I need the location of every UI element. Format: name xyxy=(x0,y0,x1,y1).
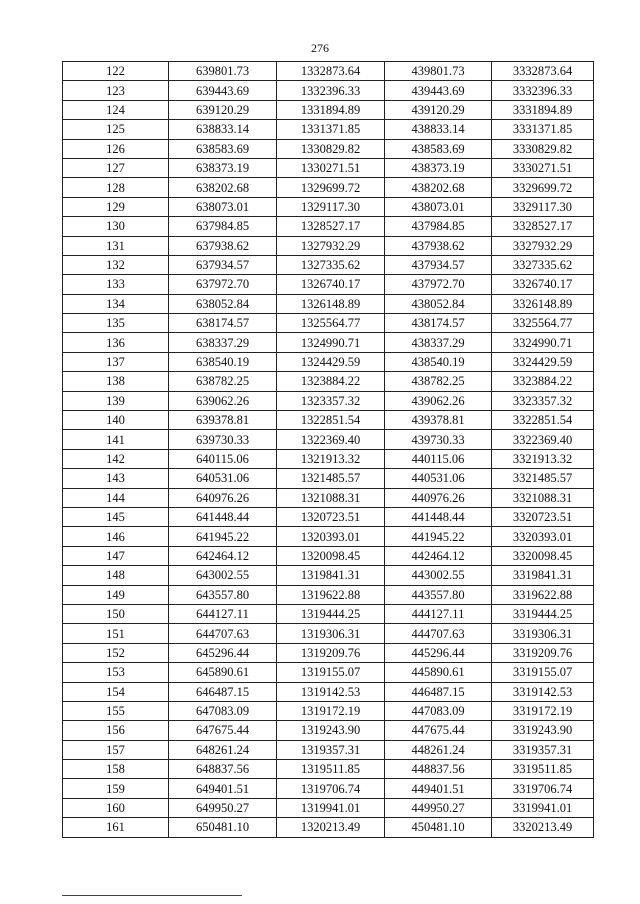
point-number-cell: 122 xyxy=(63,62,169,81)
point-number-cell: 146 xyxy=(63,527,169,546)
coordinates-table xyxy=(62,61,594,838)
table-row xyxy=(63,585,594,604)
point-number-cell: 144 xyxy=(63,488,169,507)
x-coordinate-alt-cell: 438540.19 xyxy=(385,352,492,371)
point-number-cell: 138 xyxy=(63,372,169,391)
x-coordinate-cell: 638174.57 xyxy=(169,314,277,333)
y-coordinate-cell: 1329117.30 xyxy=(277,197,385,216)
x-coordinate-alt-cell: 439443.69 xyxy=(385,81,492,100)
point-number-cell: 148 xyxy=(63,566,169,585)
point-number-cell: 142 xyxy=(63,449,169,468)
table-row xyxy=(63,411,594,430)
table-row xyxy=(63,120,594,139)
point-number-cell: 154 xyxy=(63,682,169,701)
y-coordinate-alt-cell: 3319243.90 xyxy=(492,721,594,740)
y-coordinate-cell: 1326740.17 xyxy=(277,275,385,294)
x-coordinate-alt-cell: 437972.70 xyxy=(385,275,492,294)
x-coordinate-alt-cell: 442464.12 xyxy=(385,546,492,565)
x-coordinate-alt-cell: 439378.81 xyxy=(385,411,492,430)
x-coordinate-alt-cell: 438073.01 xyxy=(385,197,492,216)
y-coordinate-cell: 1320213.49 xyxy=(277,818,385,837)
y-coordinate-alt-cell: 3326148.89 xyxy=(492,294,594,313)
table-row xyxy=(63,314,594,333)
y-coordinate-cell: 1324429.59 xyxy=(277,352,385,371)
x-coordinate-alt-cell: 437934.57 xyxy=(385,255,492,274)
x-coordinate-alt-cell: 441945.22 xyxy=(385,527,492,546)
point-number-cell: 149 xyxy=(63,585,169,604)
x-coordinate-cell: 643557.80 xyxy=(169,585,277,604)
y-coordinate-alt-cell: 3331371.85 xyxy=(492,120,594,139)
x-coordinate-cell: 649950.27 xyxy=(169,798,277,817)
x-coordinate-alt-cell: 440115.06 xyxy=(385,449,492,468)
y-coordinate-cell: 1331371.85 xyxy=(277,120,385,139)
x-coordinate-cell: 648837.56 xyxy=(169,760,277,779)
x-coordinate-cell: 638540.19 xyxy=(169,352,277,371)
y-coordinate-cell: 1319706.74 xyxy=(277,779,385,798)
x-coordinate-cell: 644707.63 xyxy=(169,624,277,643)
x-coordinate-cell: 644127.11 xyxy=(169,604,277,623)
y-coordinate-cell: 1322851.54 xyxy=(277,411,385,430)
y-coordinate-cell: 1320723.51 xyxy=(277,507,385,526)
table-row xyxy=(63,333,594,352)
table-row xyxy=(63,352,594,371)
y-coordinate-cell: 1319841.31 xyxy=(277,566,385,585)
x-coordinate-cell: 639062.26 xyxy=(169,391,277,410)
table-row xyxy=(63,663,594,682)
point-number-cell: 134 xyxy=(63,294,169,313)
y-coordinate-cell: 1328527.17 xyxy=(277,217,385,236)
y-coordinate-alt-cell: 3319706.74 xyxy=(492,779,594,798)
y-coordinate-cell: 1319243.90 xyxy=(277,721,385,740)
y-coordinate-alt-cell: 3329699.72 xyxy=(492,178,594,197)
point-number-cell: 124 xyxy=(63,100,169,119)
y-coordinate-alt-cell: 3327335.62 xyxy=(492,255,594,274)
x-coordinate-cell: 645890.61 xyxy=(169,663,277,682)
point-number-cell: 141 xyxy=(63,430,169,449)
y-coordinate-cell: 1321088.31 xyxy=(277,488,385,507)
y-coordinate-alt-cell: 3322851.54 xyxy=(492,411,594,430)
y-coordinate-cell: 1329699.72 xyxy=(277,178,385,197)
y-coordinate-alt-cell: 3319142.53 xyxy=(492,682,594,701)
y-coordinate-cell: 1330829.82 xyxy=(277,139,385,158)
y-coordinate-cell: 1321913.32 xyxy=(277,449,385,468)
x-coordinate-alt-cell: 439120.29 xyxy=(385,100,492,119)
y-coordinate-cell: 1319622.88 xyxy=(277,585,385,604)
point-number-cell: 128 xyxy=(63,178,169,197)
point-number-cell: 131 xyxy=(63,236,169,255)
x-coordinate-alt-cell: 448837.56 xyxy=(385,760,492,779)
y-coordinate-cell: 1319172.19 xyxy=(277,701,385,720)
table-row xyxy=(63,391,594,410)
x-coordinate-cell: 641945.22 xyxy=(169,527,277,546)
table-row xyxy=(63,818,594,837)
point-number-cell: 129 xyxy=(63,197,169,216)
y-coordinate-alt-cell: 3322369.40 xyxy=(492,430,594,449)
point-number-cell: 158 xyxy=(63,760,169,779)
y-coordinate-cell: 1319444.25 xyxy=(277,604,385,623)
table-row xyxy=(63,779,594,798)
page-number: 276 xyxy=(311,41,329,55)
point-number-cell: 159 xyxy=(63,779,169,798)
y-coordinate-alt-cell: 3319155.07 xyxy=(492,663,594,682)
y-coordinate-alt-cell: 3325564.77 xyxy=(492,314,594,333)
point-number-cell: 157 xyxy=(63,740,169,759)
x-coordinate-cell: 637934.57 xyxy=(169,255,277,274)
x-coordinate-alt-cell: 438833.14 xyxy=(385,120,492,139)
x-coordinate-cell: 638833.14 xyxy=(169,120,277,139)
point-number-cell: 161 xyxy=(63,818,169,837)
table-row xyxy=(63,798,594,817)
x-coordinate-alt-cell: 441448.44 xyxy=(385,507,492,526)
table-row xyxy=(63,469,594,488)
y-coordinate-alt-cell: 3319941.01 xyxy=(492,798,594,817)
point-number-cell: 137 xyxy=(63,352,169,371)
y-coordinate-alt-cell: 3324429.59 xyxy=(492,352,594,371)
x-coordinate-cell: 646487.15 xyxy=(169,682,277,701)
point-number-cell: 145 xyxy=(63,507,169,526)
table-row xyxy=(63,178,594,197)
table-row xyxy=(63,643,594,662)
y-coordinate-cell: 1327932.29 xyxy=(277,236,385,255)
x-coordinate-alt-cell: 438174.57 xyxy=(385,314,492,333)
table-row xyxy=(63,566,594,585)
y-coordinate-alt-cell: 3320098.45 xyxy=(492,546,594,565)
y-coordinate-alt-cell: 3320393.01 xyxy=(492,527,594,546)
y-coordinate-alt-cell: 3319209.76 xyxy=(492,643,594,662)
x-coordinate-alt-cell: 448261.24 xyxy=(385,740,492,759)
point-number-cell: 150 xyxy=(63,604,169,623)
point-number-cell: 153 xyxy=(63,663,169,682)
table-row xyxy=(63,197,594,216)
table-row xyxy=(63,430,594,449)
x-coordinate-cell: 639120.29 xyxy=(169,100,277,119)
coordinates-table-body xyxy=(63,62,594,838)
table-row xyxy=(63,760,594,779)
x-coordinate-cell: 638073.01 xyxy=(169,197,277,216)
y-coordinate-cell: 1319209.76 xyxy=(277,643,385,662)
y-coordinate-alt-cell: 3319511.85 xyxy=(492,760,594,779)
y-coordinate-alt-cell: 3320723.51 xyxy=(492,507,594,526)
x-coordinate-alt-cell: 449950.27 xyxy=(385,798,492,817)
y-coordinate-cell: 1319511.85 xyxy=(277,760,385,779)
y-coordinate-cell: 1332396.33 xyxy=(277,81,385,100)
x-coordinate-alt-cell: 444707.63 xyxy=(385,624,492,643)
y-coordinate-alt-cell: 3332396.33 xyxy=(492,81,594,100)
x-coordinate-cell: 638337.29 xyxy=(169,333,277,352)
x-coordinate-cell: 638782.25 xyxy=(169,372,277,391)
y-coordinate-alt-cell: 3326740.17 xyxy=(492,275,594,294)
table-row xyxy=(63,624,594,643)
point-number-cell: 139 xyxy=(63,391,169,410)
x-coordinate-cell: 642464.12 xyxy=(169,546,277,565)
point-number-cell: 140 xyxy=(63,411,169,430)
x-coordinate-cell: 637938.62 xyxy=(169,236,277,255)
table-row xyxy=(63,682,594,701)
y-coordinate-alt-cell: 3319841.31 xyxy=(492,566,594,585)
table-row xyxy=(63,701,594,720)
y-coordinate-cell: 1319142.53 xyxy=(277,682,385,701)
x-coordinate-alt-cell: 439730.33 xyxy=(385,430,492,449)
footer-rule xyxy=(62,895,242,896)
y-coordinate-alt-cell: 3331894.89 xyxy=(492,100,594,119)
point-number-cell: 143 xyxy=(63,469,169,488)
x-coordinate-cell: 639443.69 xyxy=(169,81,277,100)
x-coordinate-alt-cell: 447083.09 xyxy=(385,701,492,720)
point-number-cell: 132 xyxy=(63,255,169,274)
x-coordinate-alt-cell: 439062.26 xyxy=(385,391,492,410)
y-coordinate-alt-cell: 3321913.32 xyxy=(492,449,594,468)
table-row xyxy=(63,236,594,255)
y-coordinate-alt-cell: 3319444.25 xyxy=(492,604,594,623)
y-coordinate-cell: 1323357.32 xyxy=(277,391,385,410)
y-coordinate-cell: 1319306.31 xyxy=(277,624,385,643)
x-coordinate-alt-cell: 438583.69 xyxy=(385,139,492,158)
table-row xyxy=(63,100,594,119)
x-coordinate-cell: 638052.84 xyxy=(169,294,277,313)
x-coordinate-alt-cell: 437938.62 xyxy=(385,236,492,255)
x-coordinate-cell: 638202.68 xyxy=(169,178,277,197)
y-coordinate-cell: 1319941.01 xyxy=(277,798,385,817)
table-row xyxy=(63,158,594,177)
y-coordinate-alt-cell: 3319622.88 xyxy=(492,585,594,604)
y-coordinate-alt-cell: 3319357.31 xyxy=(492,740,594,759)
y-coordinate-cell: 1320393.01 xyxy=(277,527,385,546)
y-coordinate-alt-cell: 3330829.82 xyxy=(492,139,594,158)
table-row xyxy=(63,217,594,236)
x-coordinate-alt-cell: 440531.06 xyxy=(385,469,492,488)
y-coordinate-cell: 1331894.89 xyxy=(277,100,385,119)
x-coordinate-cell: 640531.06 xyxy=(169,469,277,488)
x-coordinate-cell: 649401.51 xyxy=(169,779,277,798)
x-coordinate-cell: 647083.09 xyxy=(169,701,277,720)
x-coordinate-cell: 648261.24 xyxy=(169,740,277,759)
table-row xyxy=(63,255,594,274)
table-row xyxy=(63,721,594,740)
x-coordinate-alt-cell: 438202.68 xyxy=(385,178,492,197)
x-coordinate-cell: 637984.85 xyxy=(169,217,277,236)
y-coordinate-cell: 1322369.40 xyxy=(277,430,385,449)
point-number-cell: 147 xyxy=(63,546,169,565)
y-coordinate-cell: 1321485.57 xyxy=(277,469,385,488)
point-number-cell: 123 xyxy=(63,81,169,100)
y-coordinate-alt-cell: 3324990.71 xyxy=(492,333,594,352)
table-row xyxy=(63,527,594,546)
y-coordinate-cell: 1324990.71 xyxy=(277,333,385,352)
x-coordinate-alt-cell: 443557.80 xyxy=(385,585,492,604)
point-number-cell: 135 xyxy=(63,314,169,333)
x-coordinate-cell: 639801.73 xyxy=(169,62,277,81)
y-coordinate-cell: 1319155.07 xyxy=(277,663,385,682)
x-coordinate-alt-cell: 447675.44 xyxy=(385,721,492,740)
table-row xyxy=(63,449,594,468)
point-number-cell: 156 xyxy=(63,721,169,740)
y-coordinate-alt-cell: 3323357.32 xyxy=(492,391,594,410)
x-coordinate-cell: 645296.44 xyxy=(169,643,277,662)
table-row xyxy=(63,507,594,526)
x-coordinate-alt-cell: 450481.10 xyxy=(385,818,492,837)
table-row xyxy=(63,372,594,391)
point-number-cell: 151 xyxy=(63,624,169,643)
y-coordinate-alt-cell: 3328527.17 xyxy=(492,217,594,236)
point-number-cell: 136 xyxy=(63,333,169,352)
x-coordinate-alt-cell: 437984.85 xyxy=(385,217,492,236)
table-row xyxy=(63,81,594,100)
point-number-cell: 152 xyxy=(63,643,169,662)
x-coordinate-alt-cell: 446487.15 xyxy=(385,682,492,701)
x-coordinate-cell: 641448.44 xyxy=(169,507,277,526)
point-number-cell: 126 xyxy=(63,139,169,158)
x-coordinate-alt-cell: 438373.19 xyxy=(385,158,492,177)
point-number-cell: 130 xyxy=(63,217,169,236)
x-coordinate-cell: 650481.10 xyxy=(169,818,277,837)
y-coordinate-cell: 1320098.45 xyxy=(277,546,385,565)
y-coordinate-cell: 1332873.64 xyxy=(277,62,385,81)
point-number-cell: 127 xyxy=(63,158,169,177)
table-row xyxy=(63,275,594,294)
point-number-cell: 125 xyxy=(63,120,169,139)
table-row xyxy=(63,62,594,81)
x-coordinate-cell: 643002.55 xyxy=(169,566,277,585)
x-coordinate-alt-cell: 449401.51 xyxy=(385,779,492,798)
y-coordinate-alt-cell: 3321485.57 xyxy=(492,469,594,488)
x-coordinate-alt-cell: 443002.55 xyxy=(385,566,492,585)
y-coordinate-alt-cell: 3319306.31 xyxy=(492,624,594,643)
x-coordinate-cell: 638583.69 xyxy=(169,139,277,158)
x-coordinate-cell: 640976.26 xyxy=(169,488,277,507)
x-coordinate-cell: 639378.81 xyxy=(169,411,277,430)
point-number-cell: 160 xyxy=(63,798,169,817)
y-coordinate-alt-cell: 3332873.64 xyxy=(492,62,594,81)
table-row xyxy=(63,488,594,507)
x-coordinate-cell: 647675.44 xyxy=(169,721,277,740)
y-coordinate-cell: 1330271.51 xyxy=(277,158,385,177)
x-coordinate-cell: 639730.33 xyxy=(169,430,277,449)
table-row xyxy=(63,740,594,759)
x-coordinate-alt-cell: 445890.61 xyxy=(385,663,492,682)
y-coordinate-alt-cell: 3321088.31 xyxy=(492,488,594,507)
y-coordinate-cell: 1323884.22 xyxy=(277,372,385,391)
point-number-cell: 133 xyxy=(63,275,169,294)
x-coordinate-cell: 637972.70 xyxy=(169,275,277,294)
table-row xyxy=(63,139,594,158)
x-coordinate-alt-cell: 439801.73 xyxy=(385,62,492,81)
table-row xyxy=(63,546,594,565)
y-coordinate-cell: 1327335.62 xyxy=(277,255,385,274)
y-coordinate-alt-cell: 3329117.30 xyxy=(492,197,594,216)
x-coordinate-alt-cell: 444127.11 xyxy=(385,604,492,623)
x-coordinate-alt-cell: 438337.29 xyxy=(385,333,492,352)
x-coordinate-alt-cell: 438782.25 xyxy=(385,372,492,391)
y-coordinate-alt-cell: 3330271.51 xyxy=(492,158,594,177)
y-coordinate-cell: 1326148.89 xyxy=(277,294,385,313)
x-coordinate-alt-cell: 440976.26 xyxy=(385,488,492,507)
y-coordinate-alt-cell: 3323884.22 xyxy=(492,372,594,391)
table-row xyxy=(63,604,594,623)
x-coordinate-cell: 638373.19 xyxy=(169,158,277,177)
table-row xyxy=(63,294,594,313)
y-coordinate-alt-cell: 3327932.29 xyxy=(492,236,594,255)
y-coordinate-alt-cell: 3319172.19 xyxy=(492,701,594,720)
x-coordinate-alt-cell: 438052.84 xyxy=(385,294,492,313)
x-coordinate-cell: 640115.06 xyxy=(169,449,277,468)
x-coordinate-alt-cell: 445296.44 xyxy=(385,643,492,662)
y-coordinate-alt-cell: 3320213.49 xyxy=(492,818,594,837)
y-coordinate-cell: 1319357.31 xyxy=(277,740,385,759)
point-number-cell: 155 xyxy=(63,701,169,720)
y-coordinate-cell: 1325564.77 xyxy=(277,314,385,333)
